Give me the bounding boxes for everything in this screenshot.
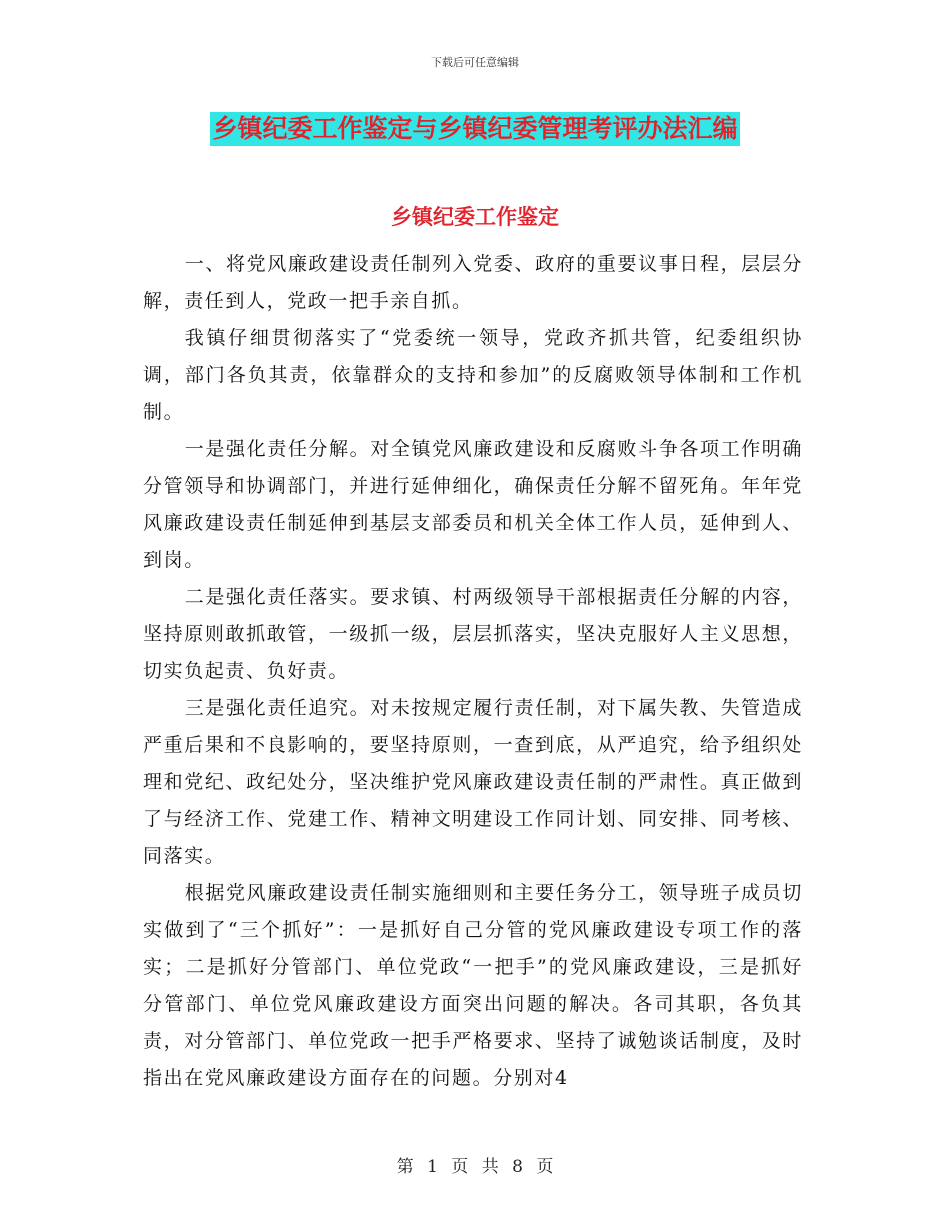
page-number-footer: 第 1 页 共 8 页 <box>396 1157 554 1177</box>
body-paragraph: 三是强化责任追究。对未按规定履行责任制，对下属失教、失管造成严重后果和不良影响的，要坚持原则，一查到底，从严追究，给予组织处理和党纪、政纪处分，坚决维护党风廉政建设责任制的严肃性。真正做到了与经济工作、党建工作、精神文明建设工作同计划、同安排、同考核、同落实。 <box>143 697 803 867</box>
document-title-container <box>0 112 950 146</box>
document-title: 乡镇纪委工作鉴定与乡镇纪委管理考评办法汇编 <box>210 112 739 146</box>
body-paragraph: 二是强化责任落实。要求镇、村两级领导干部根据责任分解的内容，坚持原则敢抓敢管，一级抓一级，层层抓落实，坚决克服好人主义思想，切实负起责、负好责。 <box>143 586 803 682</box>
page-header-note: 下载后可任意编辑 <box>431 56 519 69</box>
document-body <box>143 246 803 1097</box>
body-paragraph: 一是强化责任分解。对全镇党风廉政建设和反腐败斗争各项工作明确分管领导和协调部门，并进行延伸细化，确保责任分解不留死角。年年党风廉政建设责任制延伸到基层支部委员和机关全体工作人员，延伸到人、到岗。 <box>143 438 803 571</box>
body-paragraph: 一、将党风廉政建设责任制列入党委、政府的重要议事日程，层层分解，责任到人，党政一把手亲自抓。 <box>143 253 803 312</box>
body-paragraph: 我镇仔细贯彻落实了“党委统一领导，党政齐抓共管，纪委组织协调，部门各负其责，依靠群众的支持和参加”的反腐败领导体制和工作机制。 <box>143 327 803 423</box>
body-paragraph: 根据党风廉政建设责任制实施细则和主要任务分工，领导班子成员切实做到了“三个抓好”：一是抓好自己分管的党风廉政建设专项工作的落实；二是抓好分管部门、单位党政“一把手”的党风廉政建设，三是抓好分管部门、单位党风廉政建设方面突出问题的解决。各司其职，各负其责，对分管部门、单位党政一把手严格要求、坚持了诚勉谈话制度，及时指出在党风廉政建设方面存在的问题。分别对4 <box>143 882 803 1089</box>
section-title: 乡镇纪委工作鉴定 <box>391 205 559 229</box>
